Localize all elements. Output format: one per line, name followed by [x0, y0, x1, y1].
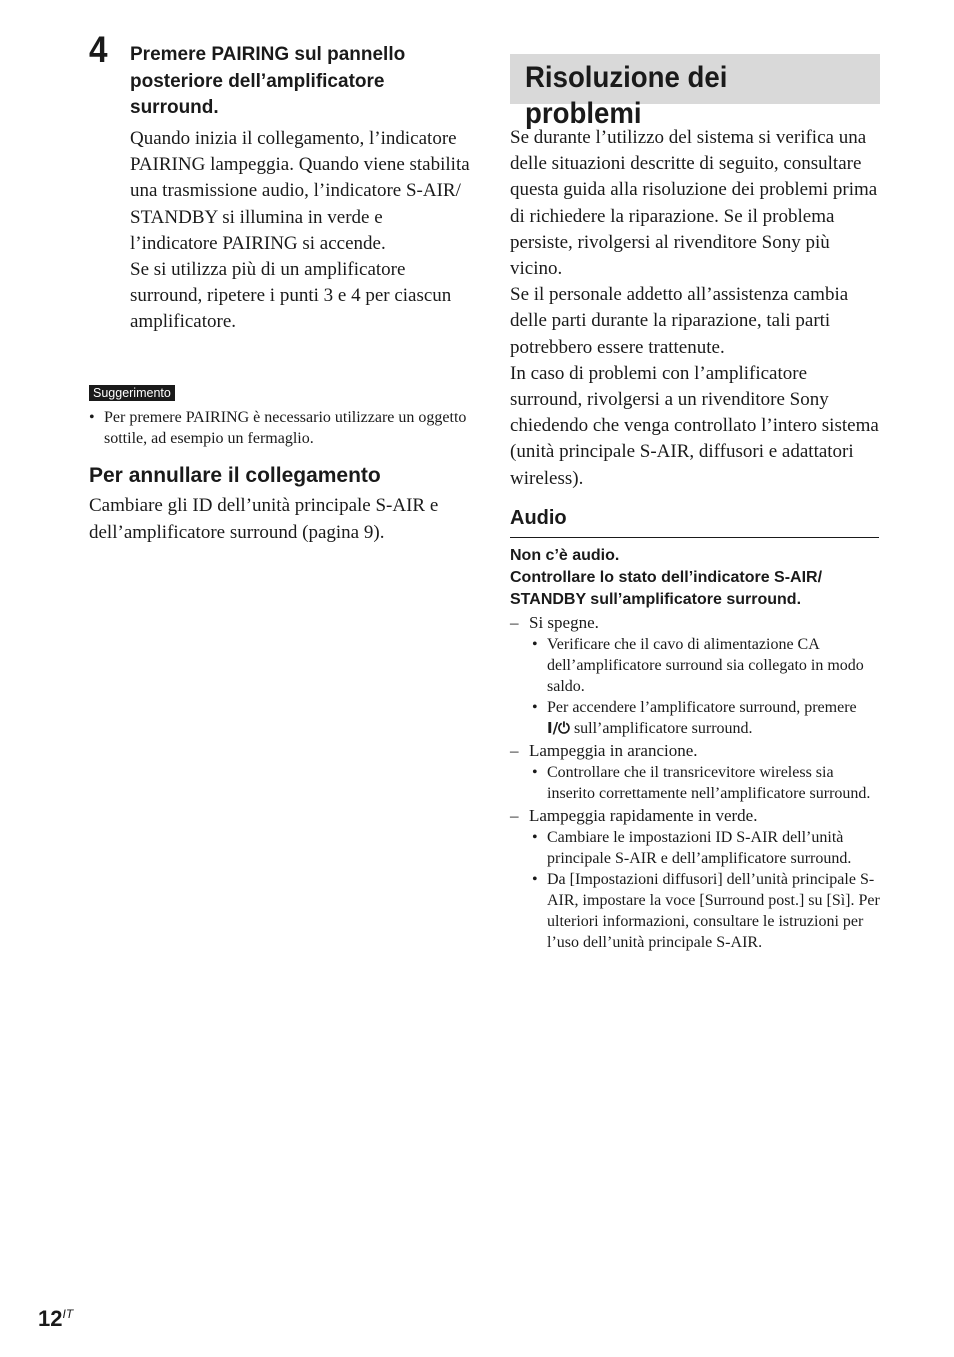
list-item: • Controllare che il transricevitore wireless sia inserito correttamente nell’amplificatore surround.	[532, 764, 871, 802]
list-item: • Da [Impostazioni diffusori] dell’unità principale S-AIR, impostare la voce [Surround post.] su [Sì]. Per ulteriori informazioni, consultare le istruzioni per l’uso dell’unità principale S-AIR.	[532, 871, 880, 951]
check-list	[510, 612, 880, 954]
section-banner	[510, 54, 880, 130]
tip-item	[89, 407, 469, 449]
bullet-icon: •	[532, 764, 538, 781]
bullet-icon: •	[532, 829, 538, 846]
dash-icon: –	[510, 613, 519, 632]
list-item: • Cambiare le impostazioni ID S-AIR dell’unità principale S-AIR e dell’amplificatore surround.	[532, 829, 852, 867]
troubleshooting-intro	[510, 125, 880, 492]
check-state: – Lampeggia in arancione.	[510, 741, 698, 760]
page-lang: IT	[62, 1307, 74, 1321]
step-title: Premere PAIRING sul pannello posteriore dell’amplificatore surround.	[130, 44, 406, 118]
step-paragraph: Se si utilizza più di un amplificatore surround, ripetere i punti 3 e 4 per ciascun amplificatore.	[130, 259, 452, 333]
problem-line: Controllare lo stato dell’indicatore S-AIR/ STANDBY sull’amplificatore surround.	[510, 569, 823, 608]
bullet-icon: •	[89, 409, 95, 426]
bullet-icon: •	[532, 871, 538, 888]
bullet-icon: •	[532, 699, 538, 716]
tip-text: Per premere PAIRING è necessario utilizzare un oggetto sottile, ad esempio un fermaglio.	[104, 409, 467, 447]
step-number: 4	[89, 29, 108, 70]
check-actions	[532, 762, 880, 804]
intro-paragraph: In caso di problemi con l’amplificatore surround, rivolgersi a un rivenditore Sony chiedendo che venga controllato l’intero sistema (unità principale S-AIR, diffusori e adattatori wireless).	[510, 362, 879, 489]
bullet-icon: •	[532, 636, 538, 653]
check-state: – Lampeggia rapidamente in verde.	[510, 806, 758, 825]
dash-icon: –	[510, 806, 519, 825]
banner-title: Risoluzione dei problemi	[525, 61, 728, 130]
cancel-heading: Per annullare il collegamento	[89, 464, 381, 487]
step-paragraph: Quando inizia il collegamento, l’indicatore PAIRING lampeggia. Quando viene stabilita una trasmissione audio, l’indicatore S-AIR/ STANDBY si illumina in verde e l’indicatore PAIRING si accende.	[130, 128, 470, 254]
tip-label: Suggerimento	[89, 385, 175, 401]
list-item: • Verificare che il cavo di alimentazione CA dell’amplificatore surround sia collegato in modo saldo.	[532, 636, 864, 695]
page-number: $12^{IT}$	[38, 1306, 74, 1331]
intro-paragraph: Se il personale addetto all’assistenza cambia delle parti durante la riparazione, tali parti potrebbero essere trattenute.	[510, 284, 849, 358]
problem-title	[510, 545, 880, 611]
check-actions	[532, 827, 880, 953]
check-state: – Si spegne.	[510, 613, 599, 632]
cancel-body: Cambiare gli ID dell’unità principale S-AIR e dell’amplificatore surround (pagina 9).	[89, 495, 439, 543]
power-icon: I/⏻	[547, 719, 570, 737]
dash-icon: –	[510, 741, 519, 760]
intro-paragraph: Se durante l’utilizzo del sistema si verifica una delle situazioni descritte di seguito, consultare questa guida alla risoluzione dei problemi prima di richiedere la riparazione. Se il problema persiste, rivolgersi al rivenditore Sony più vicino.	[510, 127, 878, 280]
check-actions	[532, 634, 880, 739]
step-body	[130, 126, 470, 336]
audio-heading: Audio	[510, 504, 879, 538]
list-item: • Per accendere l’amplificatore surround, premere I/⏻ sull’amplificatore surround.	[532, 699, 857, 737]
problem-line: Non c’è audio.	[510, 547, 620, 564]
